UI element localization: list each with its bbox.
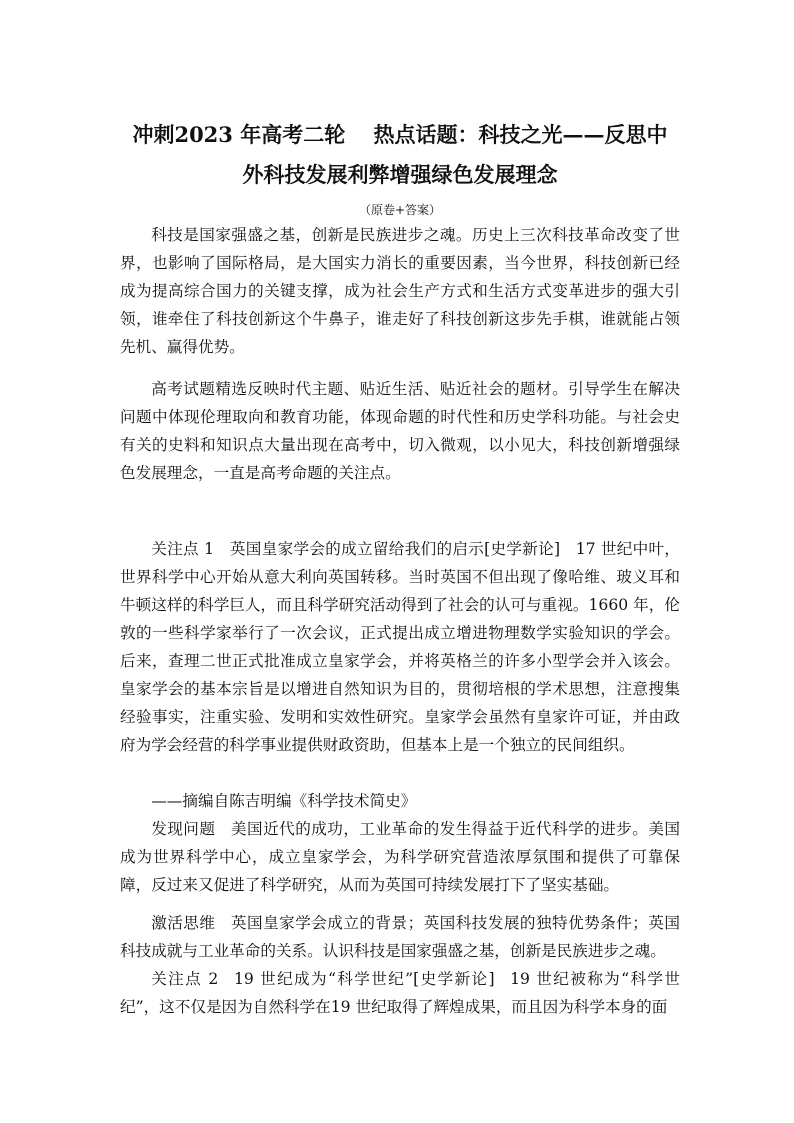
intro-paragraph-2: 高考试题精选反映时代主题、贴近生活、贴近社会的题材。引导学生在解决问题中体现伦理取向和教育功能，体现命题的时代性和历史学科功能。与社会史有关的史料和知识点大量出现在高考中，切入微观，以小见大，科技创新增强绿色发展理念，一直是高考命题的关注点。 <box>120 380 680 482</box>
document-title-line-2: 外科技发展利弊增强绿色发展理念 <box>242 162 558 187</box>
document-subtitle: （原卷+答案） <box>358 203 442 217</box>
focus-point-1-body: 17 世纪中叶，世界科学中心开始从意大利向英国转移。当时英国不但出现了像哈维、玻义耳和牛顿这样的科学巨人，而且科学研究活动得到了社会的认可与重视。1660 年，伦敦的一些科学家举行了一次会议，正式提出成立增进物理数学实验知识的学会。后来，查理二世正式批准成立皇家学会，并将英格兰的许多小型学会并入该会。皇家学会的基本宗旨是以增进自然知识为目的，贯彻培根的学术思想，注意搜集经验事实，注重实验、发明和实效性研究。皇家学会虽然有皇家许可证，并由政府为学会经营的科学事业提供财政资助，但基本上是一个独立的民间组织。 <box>120 540 680 754</box>
discover-problem-body: 美国近代的成功，工业革命的发生得益于近代科学的进步。美国成为世界科学中心，成立皇家学会，为科学研究营造浓厚氛围和提供了可靠保障，反过来又促进了科学研究，从而为英国可持续发展打下了坚实基础。 <box>120 820 680 894</box>
focus-point-1-heading: 英国皇家学会的成立留给我们的启示[史学新论] <box>229 540 561 558</box>
focus-point-1-label: 关注点 1 <box>151 540 215 558</box>
source-citation: ——摘编自陈吉明编《科学技术简史》 <box>151 792 417 810</box>
activate-thinking-body: 英国皇家学会成立的背景；英国科技发展的独特优势条件；英国科技成就与工业革命的关系。认识科技是国家强盛之基，创新是民族进步之魂。 <box>120 914 680 960</box>
activate-thinking-paragraph <box>120 909 680 965</box>
focus-point-2-heading: 19 世纪成为“科学世纪”[史学新论] <box>233 970 495 988</box>
focus-point-1-paragraph <box>120 535 680 759</box>
discover-problem-label: 发现问题 <box>151 820 216 838</box>
intro-paragraph-1: 科技是国家强盛之基，创新是民族进步之魂。历史上三次科技革命改变了世界，也影响了国际格局，是大国实力消长的重要因素，当今世界，科技创新已经成为提高综合国力的关键支撑，成为社会生产方式和生活方式变革进步的强大引领，谁牵住了科技创新这个牛鼻子，谁走好了科技创新这步先手棋，谁就能占领先机、赢得优势。 <box>120 226 680 356</box>
discover-problem-paragraph <box>120 815 680 899</box>
focus-point-2-body: 19 世纪被称为“科学世纪”，这不仅是因为自然科学在19 世纪取得了辉煌成果，而且因为科学本身的面 <box>120 970 680 1016</box>
activate-thinking-label: 激活思维 <box>151 914 216 932</box>
document-title-line-1: 冲刺2023 年高考二轮 热点话题：科技之光——反思中 <box>132 122 668 147</box>
focus-point-2-label: 关注点 2 <box>151 970 219 988</box>
focus-point-2-paragraph <box>120 965 680 1021</box>
